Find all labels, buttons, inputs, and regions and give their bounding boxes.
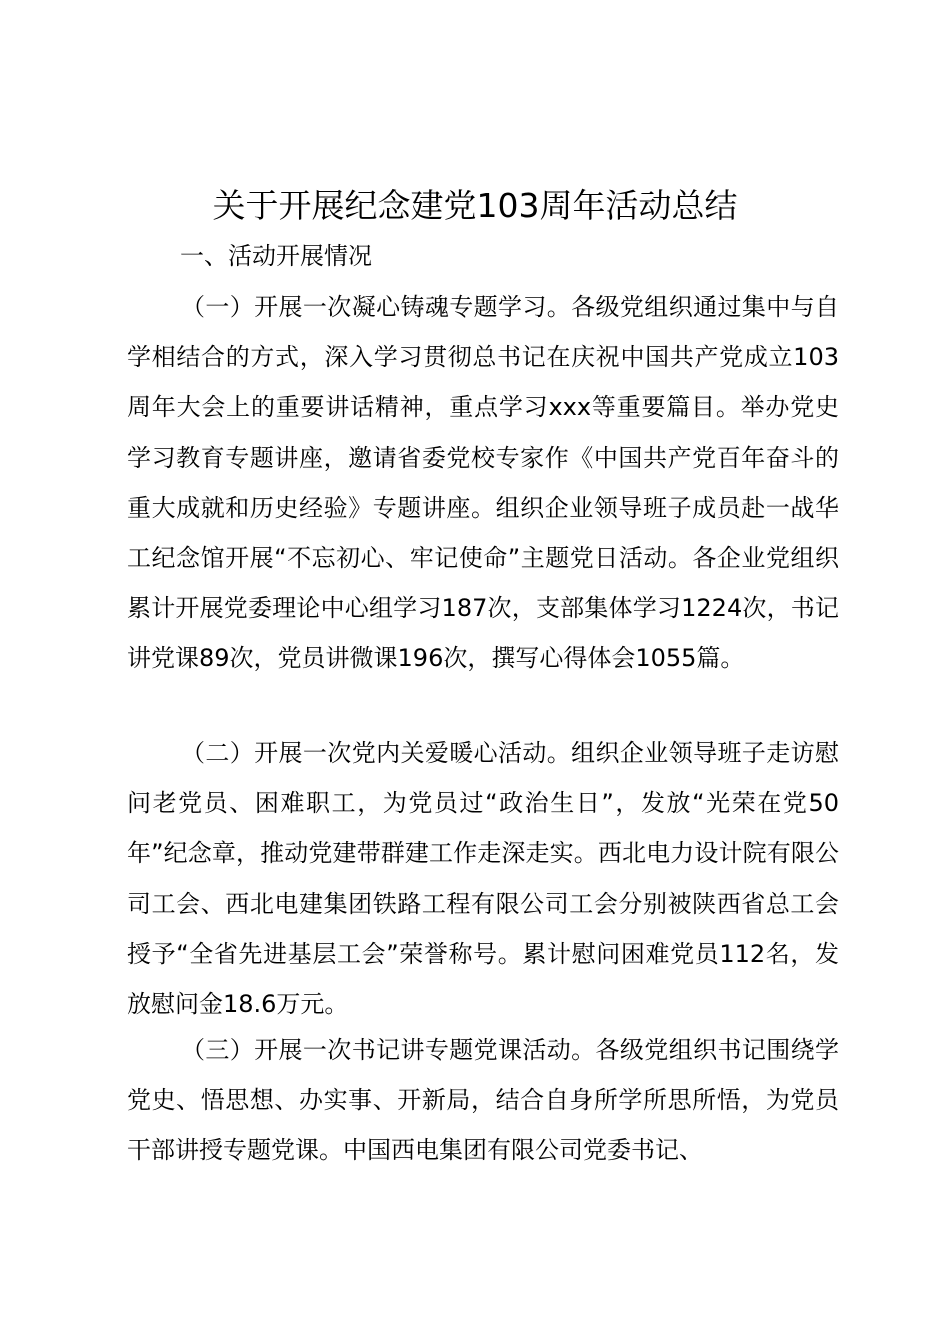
paragraph-study: （一）开展一次凝心铸魂专题学习。各级党组织通过集中与自学相结合的方式，深入学习贯彻总书记在庆祝中国共产党成立103周年大会上的重要讲话精神，重点学习xxx等重要篇目。举办党史学习教育专题讲座，邀请省委党校专家作《中国共产党百年奋斗的重大成就和历史经验》专题讲座。组织企业领导班子成员赴一战华工纪念馆开展“不忘初心、牢记使命”主题党日活动。各企业党组织累计开展党委理论中心组学习187次，支部集体学习1224次，书记讲党课89次，党员讲微课196次，撰写心得体会1055篇。	[127, 293, 839, 673]
document-title: 关于开展纪念建党103周年活动总结	[212, 186, 738, 225]
paragraph-party-lecture: （三）开展一次书记讲专题党课活动。各级党组织书记围绕学党史、悟思想、办实事、开新局，结合自身所学所思所悟，为党员干部讲授专题党课。中国西电集团有限公司党委书记、	[127, 1036, 839, 1165]
paragraph-care: （二）开展一次党内关爱暖心活动。组织企业领导班子走访慰问老党员、困难职工，为党员过“政治生日”，发放“光荣在党50年”纪念章，推动党建带群建工作走深走实。西北电力设计院有限公司工会、西北电建集团铁路工程有限公司工会分别被陕西省总工会授予“全省先进基层工会”荣誉称号。累计慰问困难党员112名，发放慰问金18.6万元。	[127, 739, 839, 1019]
section-heading: 一、活动开展情况	[180, 242, 372, 270]
